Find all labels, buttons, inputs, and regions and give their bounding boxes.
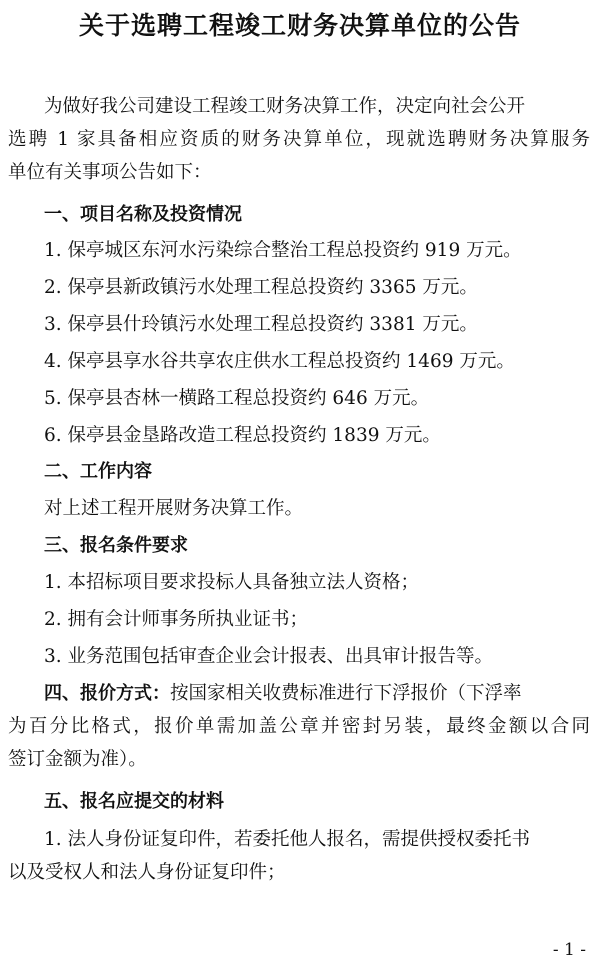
project-item-4: 4. 保亭县享水谷共享农庄供水工程总投资约 1469 万元。	[44, 351, 515, 372]
quote-method-line-3: 签订金额为准）。	[8, 749, 147, 770]
section-heading-requirements: 三、报名条件要求	[44, 535, 188, 556]
intro-line-2: 选聘 1 家具备相应资质的财务决算单位，现就选聘财务决算服务	[8, 129, 590, 150]
section-heading-project: 一、项目名称及投资情况	[44, 204, 242, 225]
quote-method-line-2: 为百分比格式，报价单需加盖公章并密封另装，最终金额以合同	[8, 716, 590, 737]
section-heading-work: 二、工作内容	[44, 461, 152, 482]
requirement-item-1: 1. 本招标项目要求投标人具备独立法人资格；	[44, 572, 420, 593]
materials-item-1-line-2: 以及受权人和法人身份证复印件；	[8, 862, 286, 883]
section-heading-materials: 五、报名应提交的材料	[44, 791, 224, 812]
project-item-2: 2. 保亭县新政镇污水处理工程总投资约 3365 万元。	[44, 277, 478, 298]
quote-method-line-1	[0, 679, 600, 709]
project-item-5: 5. 保亭县杏林一横路工程总投资约 646 万元。	[44, 388, 430, 409]
project-item-1: 1. 保亭城区东河水污染综合整治工程总投资约 919 万元。	[44, 240, 522, 261]
quote-method-text: 按国家相关收费标准进行下浮报价（下浮率	[170, 683, 522, 704]
page-number: - 1 -	[552, 940, 586, 960]
project-item-6: 6. 保亭县金垦路改造工程总投资约 1839 万元。	[44, 425, 441, 446]
work-content-text: 对上述工程开展财务决算工作。	[44, 498, 304, 519]
requirement-item-2: 2. 拥有会计师事务所执业证书；	[44, 609, 309, 630]
project-item-3: 3. 保亭县什玲镇污水处理工程总投资约 3381 万元。	[44, 314, 478, 335]
section-heading-quote: 四、报价方式：	[44, 683, 170, 704]
intro-line-1: 为做好我公司建设工程竣工财务决算工作，决定向社会公开	[44, 96, 526, 117]
materials-item-1-line-1: 1. 法人身份证复印件，若委托他人报名，需提供授权委托书	[44, 829, 531, 850]
document-title: 关于选聘工程竣工财务决算单位的公告	[78, 11, 521, 40]
intro-line-3: 单位有关事项公告如下：	[8, 162, 212, 183]
requirement-item-3: 3. 业务范围包括审查企业会计报表、出具审计报告等。	[44, 646, 494, 667]
